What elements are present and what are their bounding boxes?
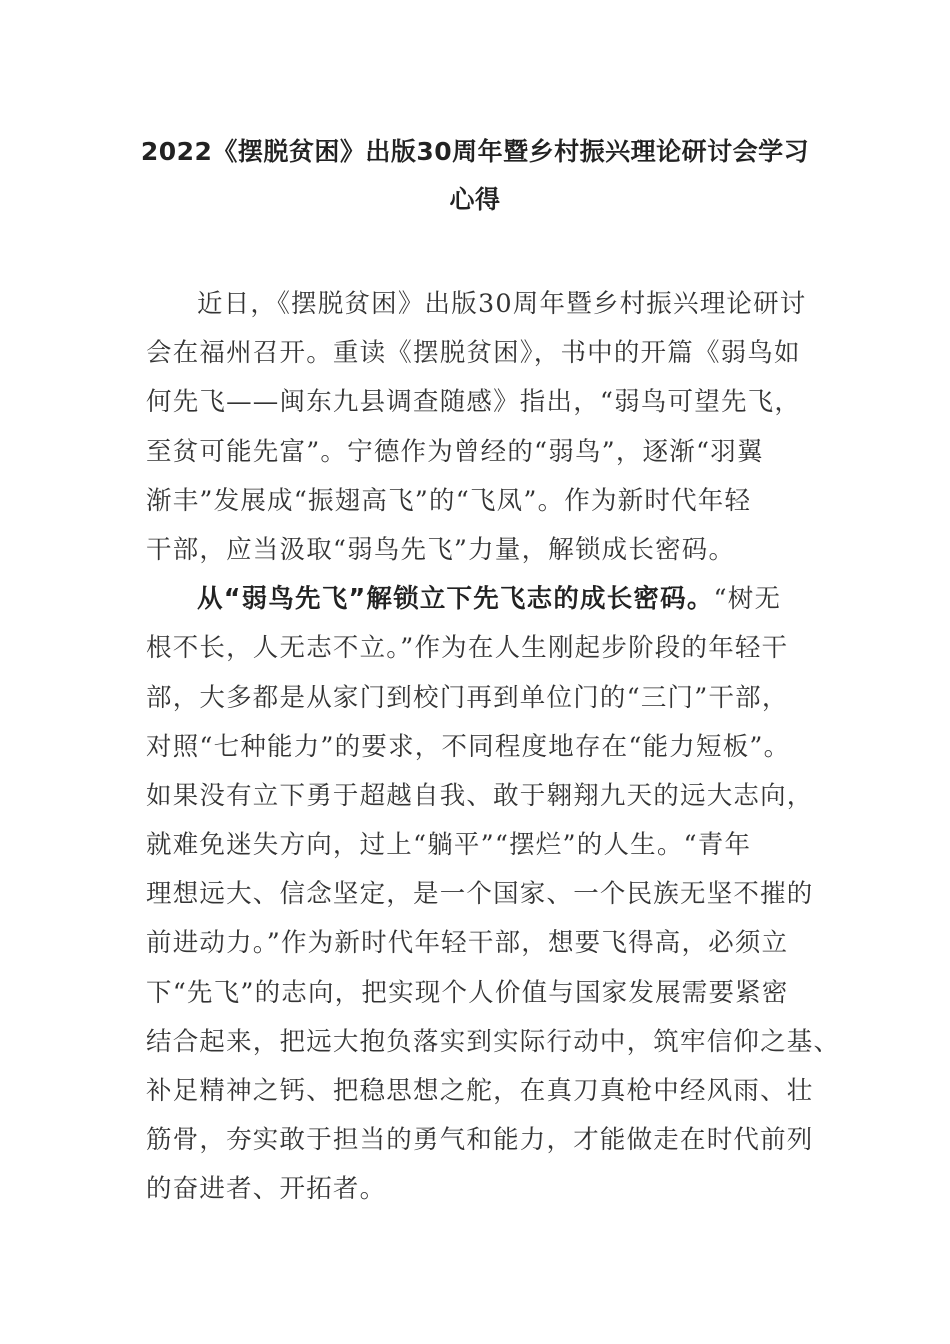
paragraph-line: 的奋进者、开拓者。	[146, 1174, 387, 1205]
paragraph-line: 理想远大、信念坚定，是一个国家、一个民族无坚不摧的	[146, 879, 814, 910]
paragraph-intro	[146, 280, 810, 575]
paragraph-line: 至贫可能先富”。宁德作为曾经的“弱鸟”，逐渐“羽翼	[146, 436, 764, 467]
paragraph-line: 如果没有立下勇于超越自我、敢于翱翔九天的远大志向，	[146, 780, 814, 811]
paragraph-line: 下“先飞”的志向，把实现个人价值与国家发展需要紧密	[146, 977, 789, 1008]
section-heading: 从“弱鸟先飞”解锁立下先飞志的成长密码。	[197, 584, 714, 615]
paragraph-line: 部，大多都是从家门到校门再到单位门的“三门”干部，	[146, 682, 789, 713]
paragraph-line: 根不长，人无志不立。”作为在人生刚起步阶段的年轻干	[146, 633, 789, 664]
paragraph-line: 渐丰”发展成“振翅高飞”的“飞凤”。作为新时代年轻	[146, 485, 752, 516]
paragraph-line: 筋骨，夯实敢于担当的勇气和能力，才能做走在时代前列	[146, 1125, 814, 1156]
document-title	[100, 128, 850, 224]
paragraph-line: 近日，《摆脱贫困》出版30周年暨乡村振兴理论研讨	[197, 289, 807, 319]
paragraph-first-line	[146, 575, 810, 624]
paragraph-line: 结合起来，把远大抱负落实到实际行动中，筑牢信仰之基、	[146, 1026, 841, 1057]
paragraph-line: 对照“七种能力”的要求，不同程度地存在“能力短板”。	[146, 731, 791, 762]
paragraph-line: 干部，应当汲取“弱鸟先飞”力量，解锁成长密码。	[146, 534, 736, 565]
paragraph-section-1	[146, 575, 841, 1214]
paragraph-line: 补足精神之钙、把稳思想之舵，在真刀真枪中经风雨、壮	[146, 1076, 814, 1106]
document-body	[146, 280, 841, 1215]
paragraph-line: 会在福州召开。重读《摆脱贫困》，书中的开篇《弱鸟如	[146, 338, 801, 369]
paragraph-line: 前进动力。”作为新时代年轻干部，想要飞得高，必须立	[146, 928, 789, 959]
paragraph-line: 就难免迷失方向，过上“躺平”“摆烂”的人生。“青年	[146, 830, 752, 861]
title-line-1: 2022《摆脱贫困》出版30周年暨乡村振兴理论研讨会学习	[140, 137, 810, 166]
title-line-2: 心得	[449, 185, 501, 214]
paragraph-line: 何先飞——闽东九县调查随感》指出，“弱鸟可望先飞，	[146, 387, 802, 418]
heading-line-rest: “树无	[713, 584, 782, 615]
